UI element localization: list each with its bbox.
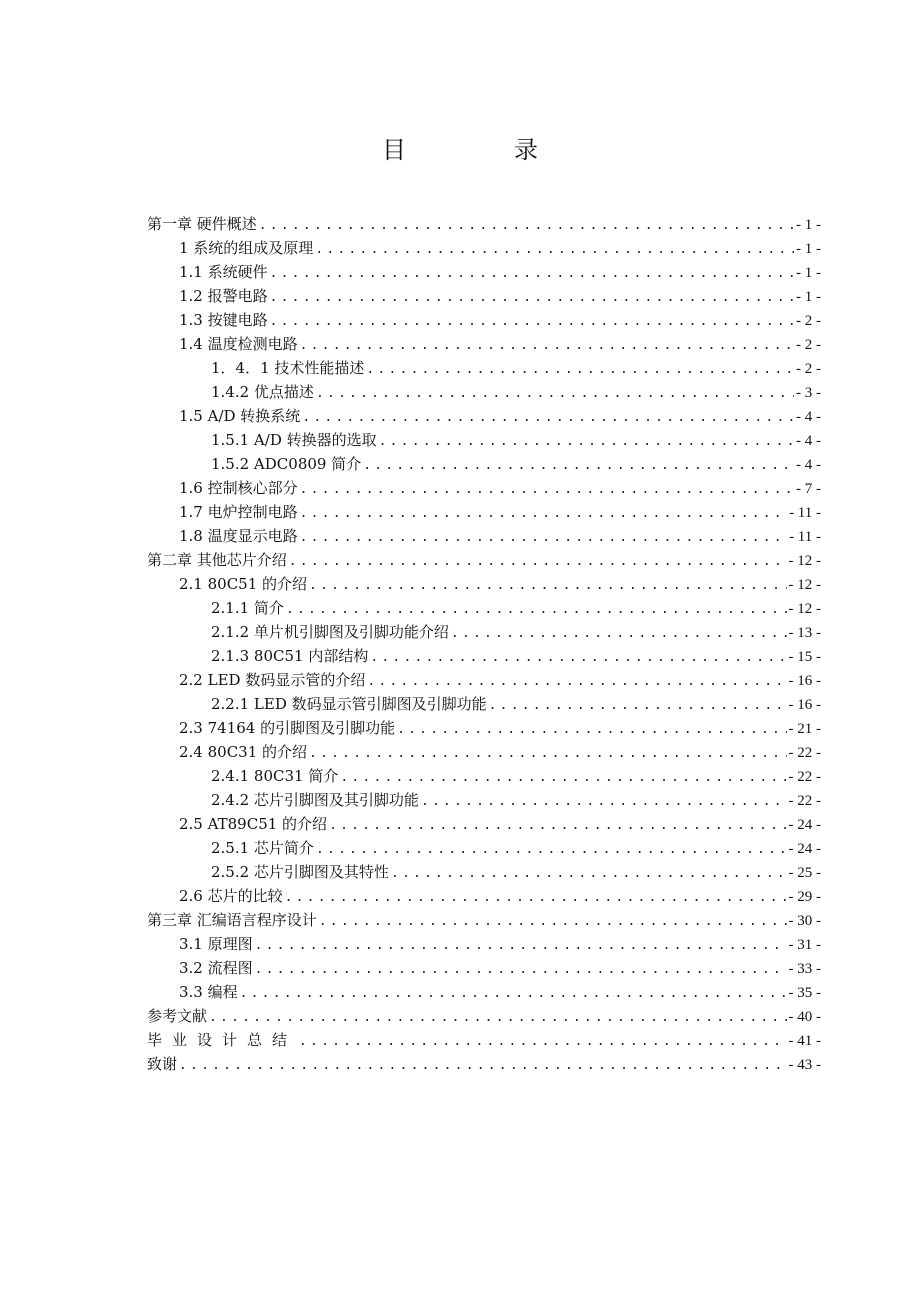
dot-leader — [329, 814, 786, 838]
page-title: 目 录 — [382, 136, 580, 164]
toc-entry-page: - 1 - — [796, 241, 821, 257]
dot-leader — [270, 310, 794, 334]
toc-entry-label: 2.4 80C31 的介绍 — [179, 743, 308, 761]
toc-entry[interactable] — [147, 764, 821, 788]
toc-entry-page: - 22 - — [788, 769, 821, 785]
toc-entry-label: 2.1.1 简介 — [211, 599, 284, 617]
dot-leader — [300, 478, 794, 502]
dot-leader — [309, 742, 786, 766]
dot-leader — [363, 454, 794, 478]
toc-entry[interactable] — [147, 860, 821, 884]
dot-leader — [285, 886, 787, 910]
toc-entry-page: - 16 - — [788, 697, 821, 713]
toc-entry-label: 1 系统的组成及原理 — [179, 239, 314, 257]
toc-entry-label: 第三章 汇编语言程序设计 — [147, 911, 317, 929]
dot-leader — [370, 646, 786, 670]
toc-entry[interactable] — [147, 452, 821, 476]
dot-leader — [315, 238, 794, 262]
toc-entry[interactable] — [147, 908, 821, 932]
toc-entry[interactable] — [147, 644, 821, 668]
toc-entry[interactable] — [147, 620, 821, 644]
dot-leader — [421, 790, 787, 814]
dot-leader — [316, 382, 794, 406]
dot-leader — [255, 958, 787, 982]
toc-entry-label: 1.6 控制核心部分 — [179, 479, 298, 497]
toc-entry[interactable] — [147, 932, 821, 956]
toc-entry-label: 1.5.2 ADC0809 简介 — [211, 455, 362, 473]
toc-entry[interactable] — [147, 524, 821, 548]
toc-entry-page: - 33 - — [788, 961, 821, 977]
toc-entry[interactable] — [147, 572, 821, 596]
dot-leader — [255, 934, 787, 958]
toc-entry-label: 参考文献 — [147, 1007, 208, 1025]
toc-entry[interactable] — [147, 212, 821, 236]
dot-leader — [397, 718, 786, 742]
dot-leader — [179, 1054, 786, 1078]
toc-entry-label: 2.6 芯片的比较 — [179, 887, 283, 905]
toc-entry-page: - 2 - — [796, 337, 821, 353]
dot-leader — [300, 526, 787, 550]
toc-entry-page: - 15 - — [788, 649, 821, 665]
toc-entry[interactable] — [147, 380, 821, 404]
toc-entry[interactable] — [147, 260, 821, 284]
dot-leader — [270, 286, 794, 310]
toc-entry-label: 1．4．1 技术性能描述 — [211, 359, 365, 377]
toc-entry-page: - 43 - — [788, 1057, 821, 1073]
toc-entry-label: 2.5.1 芯片简介 — [211, 839, 314, 857]
toc-entry-label: 2.1 80C51 的介绍 — [179, 575, 308, 593]
toc-entry[interactable] — [147, 1028, 821, 1052]
toc-entry[interactable] — [147, 884, 821, 908]
toc-entry-label: 1.4.2 优点描述 — [211, 383, 314, 401]
toc-entry-page: - 22 - — [788, 745, 821, 761]
dot-leader — [451, 622, 787, 646]
toc-entry[interactable] — [147, 596, 821, 620]
toc-entry[interactable] — [147, 788, 821, 812]
toc-entry-page: - 21 - — [788, 721, 821, 737]
toc-entry-label: 1.3 按键电路 — [179, 311, 268, 329]
toc-entry-page: - 4 - — [796, 457, 821, 473]
dot-leader — [300, 502, 787, 526]
toc-entry-label: 2.1.3 80C51 内部结构 — [211, 647, 369, 665]
toc-entry-label: 1.5 A/D 转换系统 — [179, 407, 301, 425]
toc-entry[interactable] — [147, 956, 821, 980]
toc-entry-page: - 16 - — [788, 673, 821, 689]
toc-entry[interactable] — [147, 308, 821, 332]
toc-entry-label: 2.2.1 LED 数码显示管引脚图及引脚功能 — [211, 695, 487, 713]
toc-entry-page: - 1 - — [796, 289, 821, 305]
dot-leader — [209, 1006, 786, 1030]
dot-leader — [300, 334, 794, 358]
toc-entry-page: - 11 - — [789, 505, 821, 521]
toc-entry-page: - 1 - — [796, 265, 821, 281]
toc-entry-label: 1.5.1 A/D 转换器的选取 — [211, 431, 377, 449]
dot-leader — [319, 910, 787, 934]
toc-entry-label: 致谢 — [147, 1055, 178, 1073]
dot-leader — [366, 358, 794, 382]
toc-entry[interactable] — [147, 548, 821, 572]
toc-entry-page: - 40 - — [788, 1009, 821, 1025]
toc-entry-page: - 29 - — [788, 889, 821, 905]
toc-entry-label: 3.2 流程图 — [179, 959, 253, 977]
toc-entry-label: 第二章 其他芯片介绍 — [147, 551, 287, 569]
toc-entry-page: - 1 - — [796, 217, 821, 233]
toc-entry-label: 3.3 编程 — [179, 983, 238, 1001]
toc-entry[interactable] — [147, 356, 821, 380]
dot-leader — [367, 670, 786, 694]
toc-entry-page: - 4 - — [796, 433, 821, 449]
dot-leader — [316, 838, 787, 862]
toc-entry[interactable] — [147, 236, 821, 260]
toc-entry[interactable] — [147, 668, 821, 692]
table-of-contents — [147, 212, 821, 1076]
toc-entry[interactable] — [147, 1004, 821, 1028]
toc-entry-page: - 35 - — [788, 985, 821, 1001]
toc-entry-label: 1.7 电炉控制电路 — [179, 503, 298, 521]
toc-entry[interactable] — [147, 428, 821, 452]
toc-entry-label: 3.1 原理图 — [179, 935, 253, 953]
toc-entry-label: 第一章 硬件概述 — [147, 215, 257, 233]
toc-entry[interactable] — [147, 1052, 821, 1076]
toc-entry-page: - 41 - — [788, 1033, 821, 1049]
dot-leader — [286, 598, 787, 622]
dot-leader — [489, 694, 787, 718]
toc-entry-page: - 2 - — [796, 313, 821, 329]
toc-entry[interactable] — [147, 476, 821, 500]
toc-entry[interactable] — [147, 836, 821, 860]
toc-entry-page: - 2 - — [796, 361, 821, 377]
toc-entry-page: - 25 - — [788, 865, 821, 881]
dot-leader — [302, 406, 794, 430]
toc-entry-page: - 24 - — [788, 841, 821, 857]
dot-leader — [289, 550, 787, 574]
toc-entry-page: - 12 - — [788, 601, 821, 617]
toc-entry[interactable] — [147, 812, 821, 836]
dot-leader — [270, 262, 794, 286]
toc-entry-label: 2.2 LED 数码显示管的介绍 — [179, 671, 366, 689]
toc-entry-page: - 11 - — [789, 529, 821, 545]
toc-entry-label: 2.3 74164 的引脚图及引脚功能 — [179, 719, 396, 737]
toc-entry[interactable] — [147, 716, 821, 740]
toc-entry-page: - 13 - — [788, 625, 821, 641]
toc-entry-page: - 12 - — [788, 553, 821, 569]
dot-leader — [240, 982, 787, 1006]
toc-entry[interactable] — [147, 500, 821, 524]
toc-entry-label: 2.4.2 芯片引脚图及其引脚功能 — [211, 791, 419, 809]
toc-entry[interactable] — [147, 692, 821, 716]
toc-entry-page: - 24 - — [788, 817, 821, 833]
toc-entry[interactable] — [147, 332, 821, 356]
toc-entry-page: - 4 - — [796, 409, 821, 425]
toc-entry-page: - 7 - — [796, 481, 821, 497]
toc-entry[interactable] — [147, 404, 821, 428]
toc-entry-label: 2.1.2 单片机引脚图及引脚功能介绍 — [211, 623, 449, 641]
dot-leader — [340, 766, 786, 790]
toc-entry-page: - 12 - — [788, 577, 821, 593]
toc-entry[interactable] — [147, 740, 821, 764]
toc-entry-label: 毕业设计总结 — [147, 1031, 298, 1049]
dot-leader — [391, 862, 787, 886]
toc-entry-label: 1.8 温度显示电路 — [179, 527, 298, 545]
toc-entry-label: 1.1 系统硬件 — [179, 263, 268, 281]
toc-entry-page: - 30 - — [788, 913, 821, 929]
toc-entry[interactable] — [147, 980, 821, 1004]
toc-entry-label: 2.5.2 芯片引脚图及其特性 — [211, 863, 389, 881]
dot-leader — [299, 1030, 786, 1054]
dot-leader — [259, 214, 794, 238]
toc-entry-label: 2.4.1 80C31 简介 — [211, 767, 339, 785]
toc-entry-label: 1.4 温度检测电路 — [179, 335, 298, 353]
toc-entry-page: - 22 - — [788, 793, 821, 809]
toc-entry-label: 2.5 AT89C51 的介绍 — [179, 815, 328, 833]
toc-entry-page: - 3 - — [796, 385, 821, 401]
toc-entry-page: - 31 - — [788, 937, 821, 953]
toc-entry[interactable] — [147, 284, 821, 308]
dot-leader — [379, 430, 794, 454]
toc-entry-label: 1.2 报警电路 — [179, 287, 268, 305]
dot-leader — [309, 574, 786, 598]
